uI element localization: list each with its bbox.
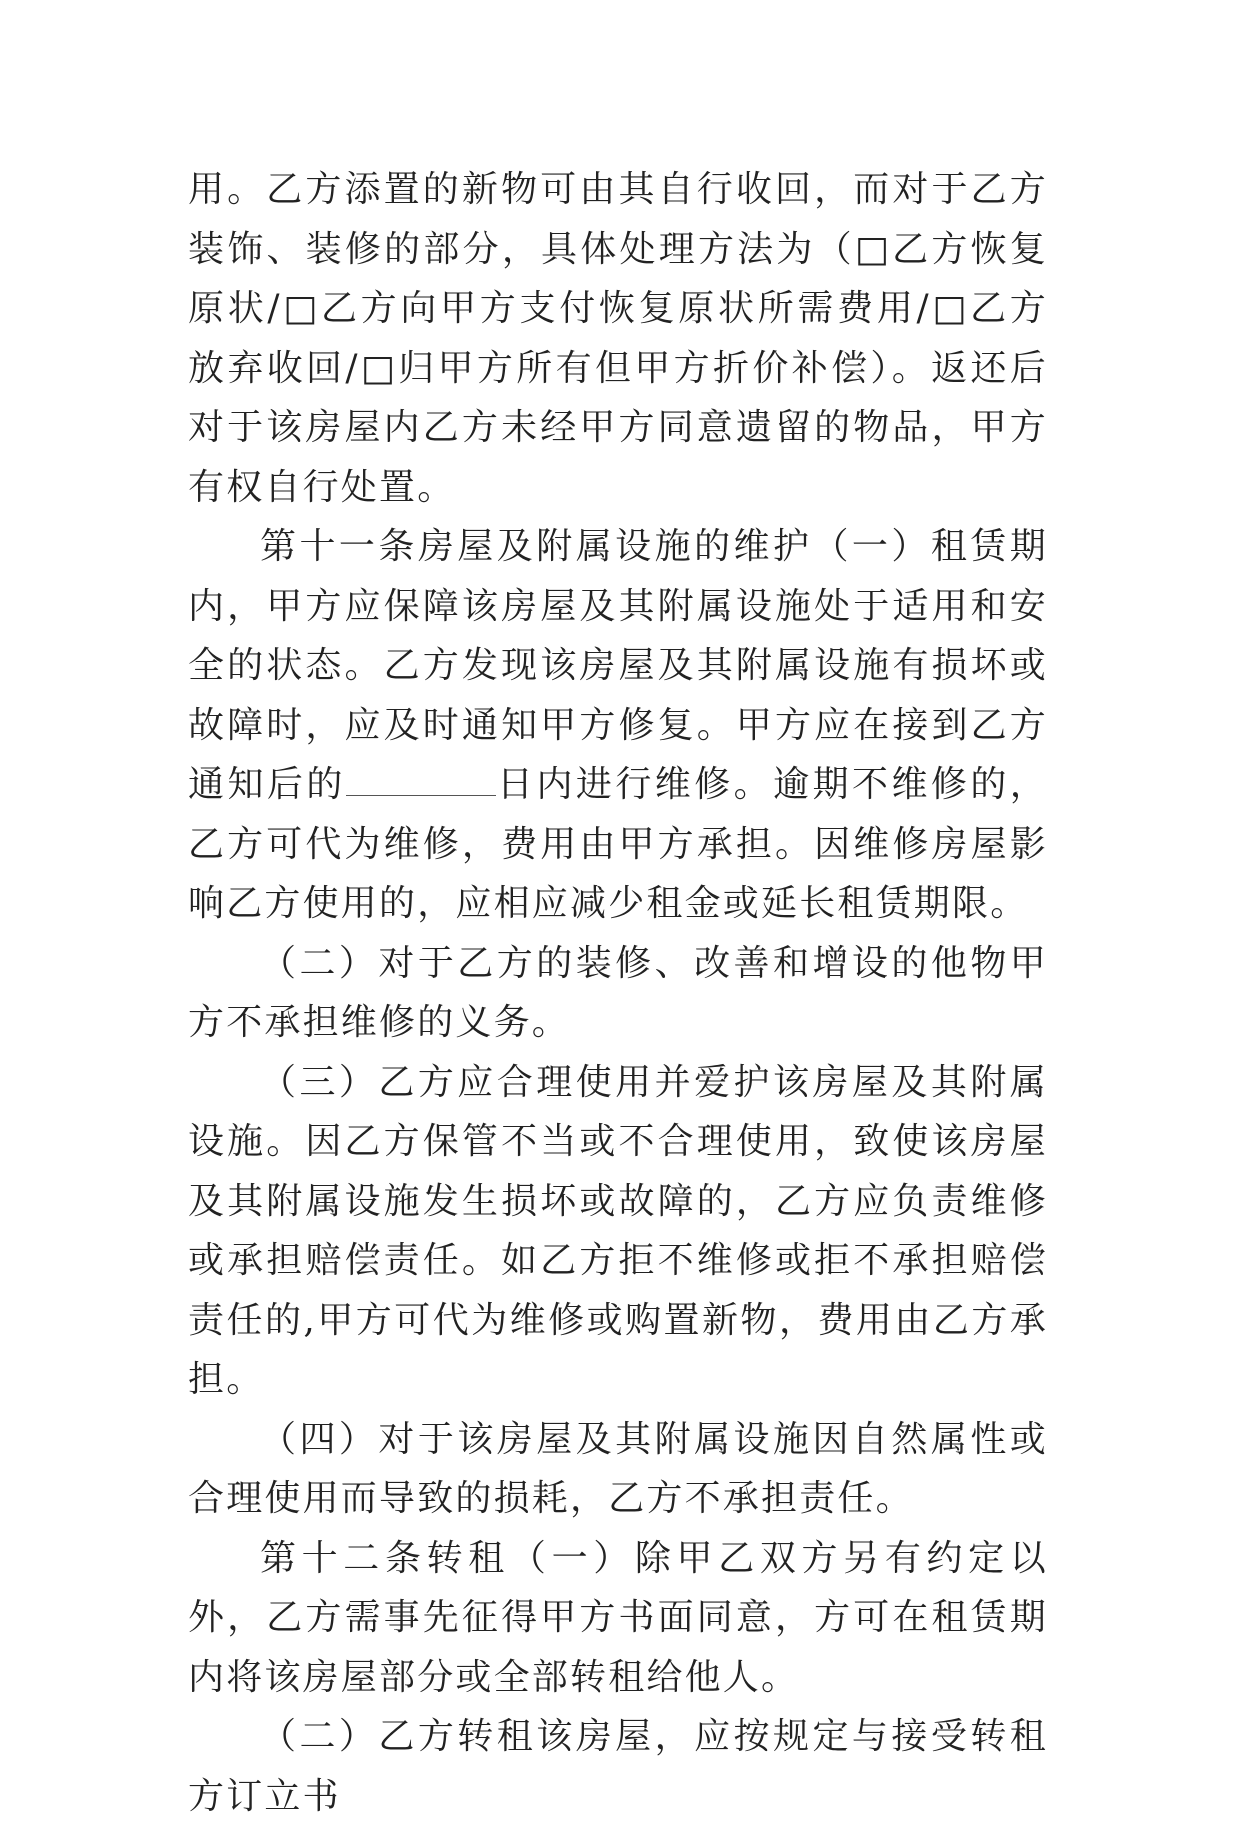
fill-in-blank-days[interactable] — [346, 765, 496, 796]
paragraph-article-11-maintenance — [188, 517, 1048, 934]
paragraph-article-11-item-4: （四）对于该房屋及其附属设施因自然属性或合理使用而导致的损耗，乙方不承担责任。 — [188, 1418, 1048, 1519]
paragraph-text-before-blank: 第十一条房屋及附属设施的维护（一）租赁期内，甲方应保障该房屋及其附属设施处于适用和安全的状态。乙方发现该房屋及其附属设施有损坏或故障时，应及时通知甲方修复。甲方应在接到乙方通知后的 — [188, 526, 1048, 805]
paragraph-continuation: 用。乙方添置的新物可由其自行收回，而对于乙方装饰、装修的部分，具体处理方法为（□乙方恢复原状/□乙方向甲方支付恢复原状所需费用/□乙方放弃收回/□归甲方所有但甲方折价补偿）。返还后对于该房屋内乙方未经甲方同意遗留的物品，甲方有权自行处置。 — [188, 169, 1048, 508]
paragraph-article-11-item-2: （二）对于乙方的装修、改善和增设的他物甲方不承担维修的义务。 — [188, 942, 1048, 1043]
document-body — [188, 160, 1048, 1826]
paragraph-article-12-item-2: （二）乙方转租该房屋，应按规定与接受转租方订立书 — [188, 1716, 1048, 1817]
paragraph-article-12-sublease: 第十二条转租（一）除甲乙双方另有约定以外，乙方需事先征得甲方书面同意，方可在租赁期内将该房屋部分或全部转租给他人。 — [188, 1537, 1048, 1698]
paragraph-article-11-item-3: （三）乙方应合理使用并爱护该房屋及其附属设施。因乙方保管不当或不合理使用，致使该房屋及其附属设施发生损坏或故障的，乙方应负责维修或承担赔偿责任。如乙方拒不维修或拒不承担赔偿责任的,甲方可代为维修或购置新物，费用由乙方承担。 — [188, 1061, 1048, 1400]
paragraph-text-after-blank: 日内进行维修。逾期不维修的，乙方可代为维修，费用由甲方承担。因维修房屋影响乙方使用的，应相应减少租金或延长租赁期限。 — [188, 764, 1048, 924]
